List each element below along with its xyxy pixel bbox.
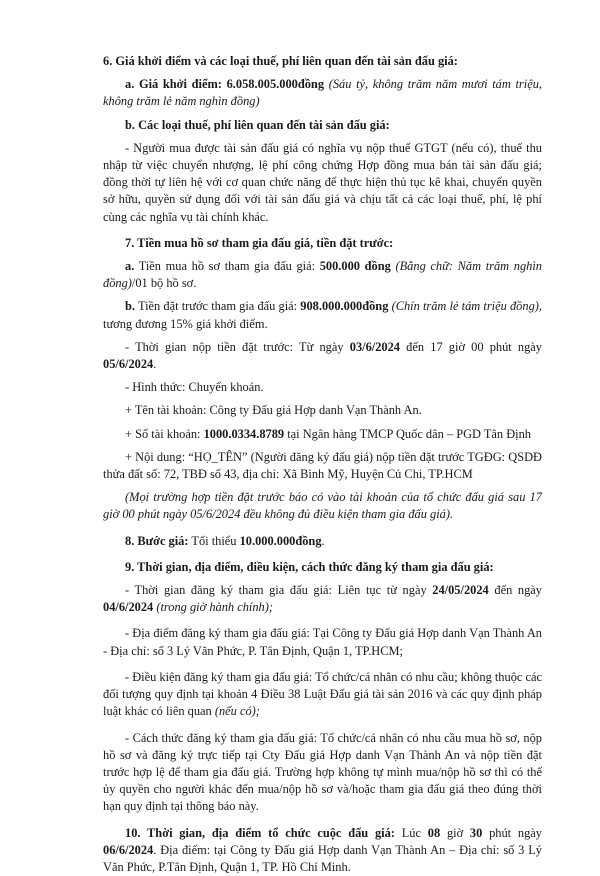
registration-method: - Cách thức đăng ký tham gia đấu giá: Tổ chức/cá nhân có nhu cầu mua hồ sơ, nộp hồ sơ và đăng ký trực tiếp tại Cty Đấu giá Hợp danh Vạn Thành An và nộp tiền đặt trước hợp lệ để tham gia đấu giá. Trường hợp không tự mình mua/nộp hồ sơ thì có thể ủy quyền cho người khác đến mua/nộp hồ sơ và/hoặc tham gia đấu giá theo đúng thời hạn quy định tại thông báo này. xyxy=(103,730,542,814)
section-7b: b. Tiền đặt trước tham gia đấu giá: 908.000.000đồng (Chín trăm lẻ tám triệu đồng), tương đương 15% giá khởi điểm. xyxy=(103,299,542,331)
transfer-content: + Nội dung: “HỌ_TÊN” (Người đăng ký đấu giá) nộp tiền đặt trước TGĐG: QSDĐ thửa đất số: 72, TBĐ số 43, địa chỉ: Xã Bình Mỹ, Huyện Củ Chi, TP.HCM xyxy=(103,449,542,482)
auction-date: 06/6/2024 xyxy=(103,842,154,857)
deposit-note: (Mọi trường hợp tiền đặt trước báo có vào tài khoản của tổ chức đấu giá sau 17 giờ 00 phút ngày 05/6/2024 đều không đủ điều kiện tham gia đấu giá). xyxy=(103,490,542,522)
registration-place: - Địa điểm đăng ký tham gia đấu giá: Tại Công ty Đấu giá Hợp danh Vạn Thành An - Địa chỉ: số 3 Lý Văn Phức, P. Tân Định, Quận 1, TP.HCM; xyxy=(103,626,542,658)
section-10: 10. Thời gian, địa điểm tổ chức cuộc đấu giá: Lúc 08 giờ 30 phút ngày 06/6/2024. Địa điểm: tại Công ty Đấu giá Hợp danh Vạn Thành An – Địa chỉ: số 3 Lý Văn Phức, P.Tân Định, Quận 1, TP. Hồ Chí Minh. xyxy=(103,825,542,874)
section-6a xyxy=(103,76,542,110)
section-7-heading: 7. Tiền mua hồ sơ tham gia đấu giá, tiền đặt trước: xyxy=(125,235,394,250)
account-number: + Số tài khoản: 1000.0334.8789 tại Ngân hàng TMCP Quốc dân – PGD Tân Định xyxy=(125,426,531,441)
deposit-amount: 908.000.000đồng xyxy=(300,299,389,314)
starting-price: a. Giá khởi điểm: 6.058.005.000đồng xyxy=(125,77,325,92)
bid-step: 10.000.000đồng xyxy=(239,533,322,548)
section-6b-heading: b. Các loại thuế, phí liên quan đến tài sản đấu giá: xyxy=(125,117,390,132)
section-7a: a. Tiền mua hồ sơ tham gia đấu giá: 500.000 đồng (Bằng chữ: Năm trăm nghìn đồng)/01 bộ hồ sơ. xyxy=(103,259,543,291)
registration-time: - Thời gian đăng ký tham gia đấu giá: Liên tục từ ngày 24/05/2024 đến ngày 04/6/2024 (trong giờ hành chính); xyxy=(103,583,542,615)
section-8: 8. Bước giá: Tối thiểu 10.000.000đồng. xyxy=(125,533,325,548)
starting-price-words: (Sáu tỷ, không trăm năm mươi tám triệu, không trăm lẻ năm nghìn đồng) xyxy=(103,77,542,109)
registration-condition: - Điều kiện đăng ký tham gia đấu giá: Tổ chức/cá nhân có nhu cầu; không thuộc các đối tượng quy định tại khoản 4 Điều 38 Luật Đấu giá tài sản 2016 và các quy định pháp luật khác có liên quan (nếu có); xyxy=(103,669,542,719)
section-6b-text: - Người mua được tài sản đấu giá có nghĩa vụ nộp thuế GTGT (nếu có), thuế thu nhập từ việc chuyển nhượng, lệ phí công chứng Hợp đồng mua bán tài sản đấu giá; đồng thời tự liên hệ với cơ quan chức năng để thực hiện thủ tục kê khai, chuyển quyền sở hữu, quyền sử dụng đối với tài sản đấu giá và chịu tất cả các loại thuế, phí, lệ phí cùng các nghĩa vụ tài chính khác. xyxy=(103,140,542,224)
deposit-method: - Hình thức: Chuyển khoản. xyxy=(125,380,264,395)
section-9-heading: 9. Thời gian, địa điểm, điều kiện, cách thức đăng ký tham gia đấu giá: xyxy=(125,559,494,574)
account-name: + Tên tài khoản: Công ty Đấu giá Hợp danh Vạn Thành An. xyxy=(125,403,422,418)
deposit-time: - Thời gian nộp tiền đặt trước: Từ ngày 03/6/2024 đến 17 giờ 00 phút ngày 05/6/2024. xyxy=(103,339,543,372)
section-6-heading: 6. Giá khởi điểm và các loại thuế, phí liên quan đến tài sản đấu giá: xyxy=(103,54,458,68)
dossier-fee: 500.000 đồng xyxy=(319,259,391,274)
